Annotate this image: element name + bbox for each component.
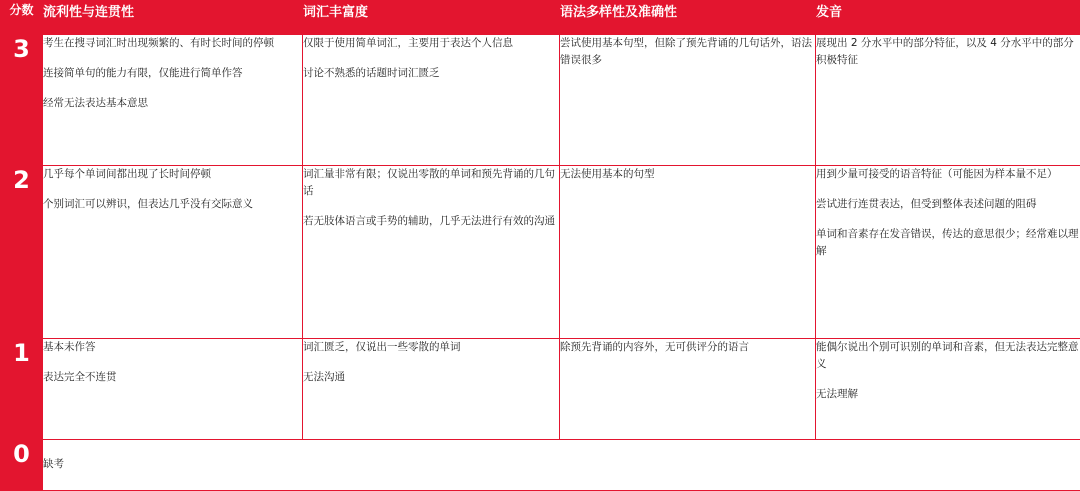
descriptor: 单词和音素存在发音错误，传达的意思很少；经常难以理解 <box>816 227 1079 257</box>
table-row-score-2 <box>1 165 1080 338</box>
descriptor: 基本未作答 <box>43 340 96 353</box>
vocabulary-cell <box>303 165 560 338</box>
header-pronunciation: 发音 <box>816 1 1080 35</box>
score-cell: 2 <box>1 165 43 338</box>
descriptor: 讨论不熟悉的话题时词汇匮乏 <box>303 67 440 79</box>
header-score: 分数 <box>1 1 43 35</box>
descriptor: 除预先背诵的内容外，无可供评分的语言 <box>560 340 749 353</box>
pronunciation-cell <box>816 165 1080 338</box>
score-cell: 1 <box>1 338 43 439</box>
descriptor: 尝试使用基本句型，但除了预先背诵的几句话外，语法错误很多 <box>560 37 812 66</box>
descriptor: 展现出 2 分水平中的部分特征，以及 4 分水平中的部分积极特征 <box>816 37 1074 66</box>
descriptor: 考生在搜寻词汇时出现频繁的、有时长时间的停顿 <box>43 37 274 49</box>
table-row-score-3 <box>1 35 1080 166</box>
grammar-cell <box>560 338 816 439</box>
descriptor: 能偶尔说出个别可识别的单词和音素，但无法表达完整意义 <box>816 340 1079 370</box>
descriptor: 缺考 <box>43 458 64 471</box>
grammar-cell <box>560 165 816 338</box>
descriptor: 若无肢体语言或手势的辅助，几乎无法进行有效的沟通 <box>303 214 555 227</box>
descriptor: 个别词汇可以辨识，但表达几乎没有交际意义 <box>43 197 253 210</box>
descriptor: 用到少量可接受的语音特征（可能因为样本量不足） <box>816 167 1058 180</box>
descriptor: 几乎每个单词间都出现了长时间停顿 <box>43 167 211 180</box>
header-fluency: 流利性与连贯性 <box>43 1 303 35</box>
score-cell: 3 <box>1 35 43 166</box>
score-cell: 0 <box>1 439 43 490</box>
header-vocabulary: 词汇丰富度 <box>303 1 560 35</box>
absent-cell <box>43 439 1080 490</box>
descriptor: 词汇量非常有限；仅说出零散的单词和预先背诵的几句话 <box>303 167 555 197</box>
descriptor: 无法沟通 <box>303 370 345 383</box>
descriptor: 表达完全不连贯 <box>43 370 117 383</box>
descriptor: 经常无法表达基本意思 <box>43 97 148 109</box>
vocabulary-cell <box>303 35 560 166</box>
descriptor: 连接简单句的能力有限，仅能进行简单作答 <box>43 67 243 79</box>
descriptor: 尝试进行连贯表达，但受到整体表述问题的阻碍 <box>816 197 1037 210</box>
grammar-cell <box>560 35 816 166</box>
descriptor: 词汇匮乏，仅说出一些零散的单词 <box>303 340 461 353</box>
descriptor: 无法理解 <box>816 387 858 400</box>
table-row-score-0 <box>1 439 1080 490</box>
descriptor: 仅限于使用简单词汇，主要用于表达个人信息 <box>303 37 513 49</box>
fluency-cell <box>43 35 303 166</box>
header-row <box>1 1 1080 35</box>
header-grammar: 语法多样性及准确性 <box>560 1 816 35</box>
fluency-cell <box>43 165 303 338</box>
vocabulary-cell <box>303 338 560 439</box>
fluency-cell <box>43 338 303 439</box>
descriptor: 无法使用基本的句型 <box>560 167 655 180</box>
pronunciation-cell <box>816 35 1080 166</box>
table-row-score-1 <box>1 338 1080 439</box>
pronunciation-cell <box>816 338 1080 439</box>
